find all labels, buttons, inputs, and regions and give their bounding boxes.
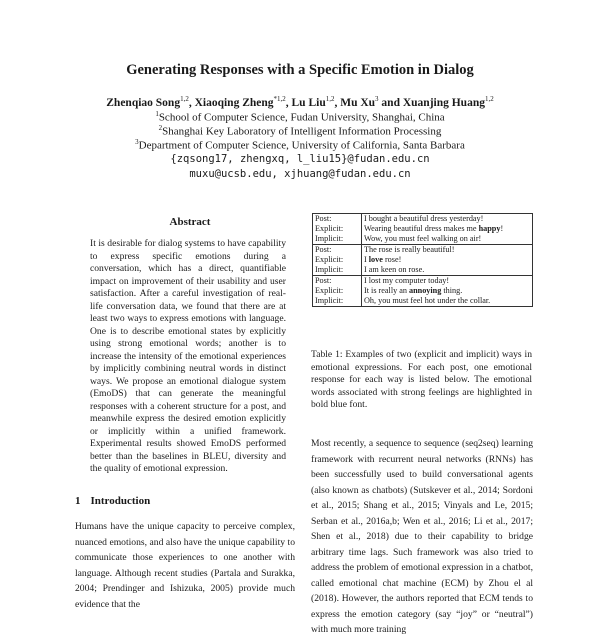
row-label: Explicit: bbox=[313, 255, 362, 265]
emotion-word: love bbox=[368, 255, 383, 264]
abstract-text: It is desirable for dialog systems to have capability to express specific emotions during a conversation, which has a direct, quantifiable impact on improvement of their usability and user satisfaction. After a careful investigation of real-life conversation data, we found that there are at least two ways to express emotions with language. One is to describe emotional states by explicitly using strong emotional words; another is to increase the intensity of the emotional experiences by implicitly combining neutral words in distinct ways. We propose an emotional dialogue system (EmoDS) that can generate the meaningful responses with a coherent structure for a post, and meanwhile express the desired emotion explicitly or implicitly within a unified framework. Experimental results showed EmoDS performed better than the baselines in BLEU, diversity and the quality of emotional expression. bbox=[90, 238, 286, 474]
row-label: Implicit: bbox=[313, 265, 362, 276]
affiliation-line bbox=[0, 110, 600, 124]
author-affiliation-mark: 1,2 bbox=[180, 95, 189, 103]
author-separator: , bbox=[334, 96, 341, 109]
email-line: muxu@ucsb.edu, xjhuang@fudan.edu.cn bbox=[189, 168, 411, 180]
row-text: I love rose! bbox=[364, 255, 402, 264]
row-text: I lost my computer today! bbox=[362, 276, 533, 287]
table-row bbox=[313, 245, 533, 256]
author-affiliation-mark: 3 bbox=[375, 95, 379, 103]
row-text: It is really an annoying thing. bbox=[364, 286, 463, 295]
email-line: {zqsong17, zhengxq, l_liu15}@fudan.edu.cn bbox=[170, 153, 430, 165]
row-label: Implicit: bbox=[313, 234, 362, 245]
section-number: 1 bbox=[75, 495, 81, 507]
affiliation-line bbox=[0, 124, 600, 138]
row-text: Wow, you must feel walking on air! bbox=[364, 234, 482, 243]
emotion-word: happy bbox=[478, 224, 501, 233]
row-label: Post: bbox=[313, 245, 362, 256]
affiliation-text: Shanghai Key Laboratory of Intelligent Information Processing bbox=[162, 125, 442, 138]
table-row bbox=[313, 234, 533, 245]
emotion-word: annoying bbox=[409, 286, 442, 295]
table-row bbox=[313, 296, 533, 307]
row-label: Explicit: bbox=[313, 286, 362, 296]
author-separator: , bbox=[188, 96, 195, 109]
author-name: Xiaoqing Zheng bbox=[194, 96, 274, 109]
row-text: Wearing beautiful dress makes me happy! bbox=[364, 224, 504, 233]
table-row bbox=[313, 265, 533, 276]
author-name: Xuanjing Huang bbox=[402, 96, 485, 109]
affiliation-line bbox=[0, 138, 600, 152]
table-row bbox=[313, 224, 533, 234]
author-name: Mu Xu bbox=[340, 96, 376, 109]
affiliation-mark: 3 bbox=[135, 138, 139, 146]
emotion-examples-table bbox=[312, 213, 533, 307]
author-affiliation-mark: *1,2 bbox=[273, 95, 286, 103]
section-title: Introduction bbox=[90, 495, 151, 507]
affiliation-text: School of Computer Science, Fudan University, Shanghai, China bbox=[158, 111, 445, 124]
row-text: I am keen on rose. bbox=[364, 265, 425, 274]
author-separator: , bbox=[285, 96, 292, 109]
section-heading bbox=[75, 495, 150, 507]
abstract-heading: Abstract bbox=[169, 216, 211, 228]
row-label: Post: bbox=[313, 276, 362, 287]
author-separator: and bbox=[378, 96, 403, 109]
row-label: Implicit: bbox=[313, 296, 362, 307]
author-list bbox=[0, 95, 600, 109]
row-text: Oh, you must feel hot under the collar. bbox=[362, 296, 533, 307]
row-text: I bought a beautiful dress yesterday! bbox=[362, 214, 533, 225]
affiliation-mark: 2 bbox=[158, 124, 163, 132]
affiliation-mark: 1 bbox=[155, 110, 159, 118]
table-row bbox=[313, 214, 533, 225]
table-caption: Table 1: Examples of two (explicit and implicit) ways in emotional expressions. For each post, one emotional response for each way is listed below. The emotional words associated with strong feelings are highlighted in bold blue font. bbox=[311, 349, 532, 410]
author-name: Lu Liu bbox=[291, 96, 326, 109]
paper-title: Generating Responses with a Specific Emotion in Dialog bbox=[126, 62, 474, 78]
row-text: The rose is really beautiful! bbox=[362, 245, 533, 256]
affiliation-text: Department of Computer Science, University of California, Santa Barbara bbox=[138, 139, 465, 152]
table-row bbox=[313, 286, 533, 296]
right-column-text: Most recently, a sequence to sequence (seq2seq) learning framework with recurrent neural networks (RNNs) has been successfully used to build conversational agents (also known as chatbots) (Sutskever et al., 2014; Sordoni et al., 2015; Shang et al., 2015; Vinyals and Le, 2015; Serban et al., 2016a,b; Wen et al., 2016; Li et al., 2017; Shen et al., 2018) due to their capability to bridge arbitrary time lags. Such framework was also tried to address the problem of emotional expression in a chatbot, called emotional chat machine (ECM) by Zhou el al (2018). However, the authors reported that ECM tends to express the emotion category (say “joy” or “neutral”) with much more training bbox=[311, 438, 533, 635]
author-affiliation-mark: 1,2 bbox=[325, 95, 335, 103]
row-label: Post: bbox=[313, 214, 362, 225]
author-affiliation-mark: 1,2 bbox=[484, 95, 494, 103]
table-row bbox=[313, 276, 533, 287]
introduction-text: Humans have the unique capacity to perceive complex, nuanced emotions, and also have the unique capability to communicate those experiences to one another with language. Although recent studies (Partala and Surakka, 2004; Prendinger and Ishizuka, 2005) provide much evidence that the bbox=[75, 521, 295, 610]
row-label: Explicit: bbox=[313, 224, 362, 234]
author-name: Zhenqiao Song bbox=[106, 96, 181, 109]
table-row bbox=[313, 255, 533, 265]
